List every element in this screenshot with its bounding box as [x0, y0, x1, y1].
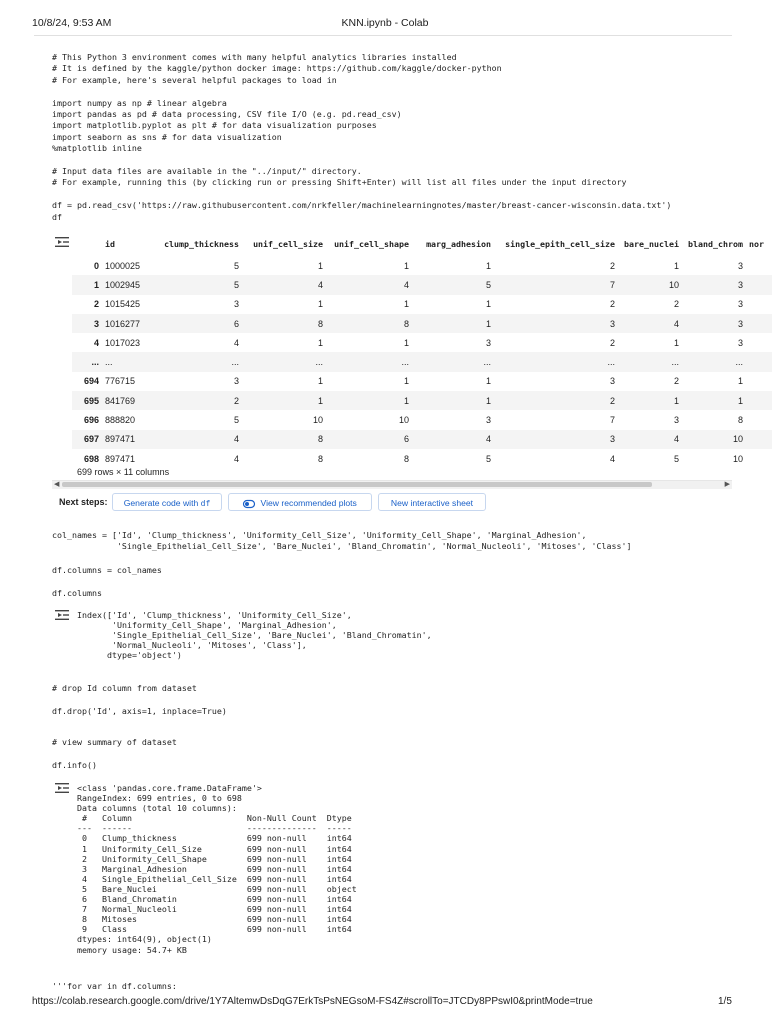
table-cell: 4	[154, 430, 242, 449]
table-cell: 5	[233, 415, 239, 426]
table-cell: 1	[317, 376, 323, 387]
column-header: marg_adhesion	[426, 239, 491, 249]
row-index: 698	[83, 453, 99, 464]
table-cell	[746, 352, 772, 371]
column-header: unif_cell_shape	[334, 239, 409, 249]
table-row	[72, 352, 772, 371]
horizontal-scrollbar[interactable]	[52, 480, 732, 489]
table-cell	[746, 256, 772, 275]
table-cell: 1015425	[105, 299, 141, 310]
table-cell: 3	[682, 275, 746, 294]
table-cell: ...	[326, 352, 412, 371]
row-index: 694	[83, 376, 99, 387]
table-cell	[746, 295, 772, 314]
table-cell: 8	[242, 314, 326, 333]
table-cell	[746, 430, 772, 449]
table-cell: 4	[233, 453, 239, 464]
next-steps-label: Next steps:	[59, 497, 108, 507]
table-cell: 1000025	[105, 260, 141, 271]
table-cell: 5	[412, 275, 494, 294]
table-cell	[746, 391, 772, 410]
table-cell: 4	[609, 453, 615, 464]
table-row	[72, 256, 772, 275]
table-cell: ...	[494, 352, 618, 371]
table-cell: 897471	[105, 453, 136, 464]
dataframe-table-container	[72, 232, 764, 464]
column-header	[72, 232, 102, 256]
table-cell: 5	[154, 275, 242, 294]
table-cell: 1	[485, 260, 491, 271]
table-cell: 6	[154, 314, 242, 333]
table-cell: 4	[412, 430, 494, 449]
row-index: 2	[93, 299, 99, 310]
table-cell: 888820	[105, 415, 136, 426]
table-cell: 5	[673, 453, 679, 464]
output-toggle-icon[interactable]	[54, 782, 70, 794]
print-datetime: 10/8/24, 9:53 AM	[32, 17, 112, 29]
print-title: KNN.ipynb - Colab	[341, 17, 429, 29]
print-url: https://colab.research.google.com/drive/1Y7AltemwDsDqG7ErkTsPsNEGsoM-FS4Z#scrollTo=JTCDy8PPswI0&printMode=true	[32, 996, 593, 1007]
table-cell: 4	[326, 275, 412, 294]
code-cell-columns[interactable]: df.columns	[52, 588, 102, 598]
table-cell: 8	[317, 453, 323, 464]
table-cell: 3	[494, 314, 618, 333]
table-cell: 5	[233, 260, 239, 271]
table-cell: 776715	[105, 376, 136, 387]
table-cell: 1	[403, 260, 409, 271]
table-cell	[746, 333, 772, 352]
table-cell: 8	[326, 314, 412, 333]
table-cell: 3	[673, 415, 679, 426]
dataframe-header-row	[72, 232, 772, 256]
generate-code-label: Generate code with	[123, 498, 199, 508]
table-cell: 6	[326, 430, 412, 449]
table-row	[72, 295, 772, 314]
scroll-left-icon[interactable]: ◀	[54, 481, 60, 488]
column-header: unif_cell_size	[253, 239, 323, 249]
row-index: ...	[72, 352, 102, 371]
code-cell-drop[interactable]: df.drop('Id', axis=1, inplace=True)	[52, 706, 227, 716]
table-cell: 1	[412, 314, 494, 333]
table-cell: 10	[312, 415, 323, 426]
table-cell: 1017023	[105, 337, 141, 348]
table-cell	[746, 372, 772, 391]
table-cell: 3	[682, 314, 746, 333]
table-cell	[746, 275, 772, 294]
column-header: clump_thickness	[164, 239, 239, 249]
table-cell: 3	[233, 299, 239, 310]
row-index: 695	[72, 391, 102, 410]
table-cell: 4	[618, 314, 682, 333]
table-cell: 8	[242, 430, 326, 449]
generate-code-var: df	[200, 499, 211, 508]
table-cell: 10	[682, 430, 746, 449]
new-interactive-sheet-label: New interactive sheet	[390, 498, 474, 508]
code-cell-partial[interactable]: '''for var in df.columns:	[52, 981, 177, 991]
table-cell	[746, 410, 772, 429]
table-cell: 1	[317, 299, 323, 310]
code-cell-info[interactable]: df.info()	[52, 760, 97, 770]
scroll-right-icon[interactable]: ▶	[724, 481, 730, 488]
table-cell: 1	[682, 391, 746, 410]
view-recommended-plots-label: View recommended plots	[260, 498, 357, 508]
table-cell: 1	[326, 391, 412, 410]
output-toggle-icon[interactable]	[54, 609, 70, 621]
table-row	[72, 449, 772, 468]
table-row	[72, 275, 772, 294]
table-cell: 1	[618, 391, 682, 410]
table-cell: 5	[485, 453, 491, 464]
code-cell-drop-comment[interactable]: # drop Id column from dataset	[52, 683, 197, 693]
table-cell: ...	[102, 352, 154, 371]
table-cell: 8	[737, 415, 743, 426]
table-row	[72, 333, 772, 352]
table-cell: 897471	[102, 430, 154, 449]
table-cell: 1	[673, 260, 679, 271]
generate-code-button[interactable]	[112, 493, 222, 511]
table-row	[72, 410, 772, 429]
table-cell: 4	[242, 275, 326, 294]
table-cell: 10	[618, 275, 682, 294]
table-cell: 1	[673, 337, 679, 348]
view-recommended-plots-button[interactable]	[228, 493, 372, 511]
table-cell: 2	[154, 391, 242, 410]
table-cell: 1	[403, 376, 409, 387]
table-cell: 3	[494, 430, 618, 449]
table-cell	[746, 314, 772, 333]
new-interactive-sheet-button[interactable]	[378, 493, 486, 511]
table-cell: 2	[494, 391, 618, 410]
table-cell: 8	[403, 453, 409, 464]
row-index: 0	[93, 260, 99, 271]
column-header: bare_nuclei	[624, 239, 679, 249]
table-cell: 1	[403, 299, 409, 310]
table-cell: 2	[609, 299, 615, 310]
scrollbar-thumb[interactable]	[62, 482, 652, 487]
table-cell: 3	[737, 337, 743, 348]
table-cell: 2	[609, 260, 615, 271]
table-cell: 3	[609, 376, 615, 387]
column-header: single_epith_cell_size	[505, 239, 615, 249]
chart-icon	[243, 500, 255, 508]
header-divider	[34, 35, 732, 36]
table-cell: ...	[242, 352, 326, 371]
print-page-number: 1/5	[718, 996, 732, 1007]
info-output: <class 'pandas.core.frame.DataFrame'> RangeIndex: 699 entries, 0 to 698 Data columns (total 10 columns): # Column Non-Null Count Dtype --- ------ -------------- ----- 0 Clump_thickness 699 non-null int64 1 Uniformity_Cell_Size 699 non-null int64 2 Uniformity_Cell_Shape 699 non-null int64 3 Marginal_Adhesion 699 non-null int64 4 Single_Epithelial_Cell_Size 699 non-null int64 5 Bare_Nuclei 699 non-null object 6 Bland_Chromatin 699 non-null int64 7 Normal_Nucleoli 699 non-null int64 8 Mitoses 699 non-null int64 9 Class 699 non-null int64 dtypes: int64(9), object(1) memory usage: 54.7+ KB	[77, 783, 357, 955]
table-row	[72, 391, 772, 410]
column-header: id	[105, 239, 115, 249]
table-cell: 1	[412, 391, 494, 410]
code-cell-imports[interactable]: # This Python 3 environment comes with many helpful analytics libraries installed # It is defined by the kaggle/python docker image: https://github.com/kaggle/docker-python # For example, here's several helpful packages to load in import numpy as np # linear algebra import pandas as pd # data processing, CSV file I/O (e.g. pd.read_csv) import matplotlib.pyplot as plt # for data visualization purposes import seaborn as sns # for data visualization %matplotlib inline # Input data files are available in the "../input/" directory. # For example, running this (by clicking run or pressing Shift+Enter) will list all files under the input directory df = pd.read_csv('https://raw.githubusercontent.com/nrkfeller/machinelearningnotes/master/breast-cancer-wisconsin.data.txt') df	[52, 52, 672, 222]
dataframe-shape: 699 rows × 11 columns	[77, 467, 170, 477]
table-cell: 4	[618, 430, 682, 449]
table-cell: 7	[609, 415, 615, 426]
table-cell: 1002945	[102, 275, 154, 294]
next-steps-bar	[52, 492, 732, 514]
row-index: 1	[72, 275, 102, 294]
table-cell: 3	[485, 337, 491, 348]
table-cell: ...	[154, 352, 242, 371]
dataframe-table	[72, 232, 772, 468]
table-cell: 841769	[102, 391, 154, 410]
table-cell: 4	[233, 337, 239, 348]
row-index: 3	[72, 314, 102, 333]
output-toggle-icon[interactable]	[54, 236, 70, 248]
table-cell: 1	[317, 337, 323, 348]
table-cell: 3	[233, 376, 239, 387]
table-cell: ...	[412, 352, 494, 371]
table-cell: 2	[673, 299, 679, 310]
column-header: nor	[749, 239, 764, 249]
table-cell	[746, 449, 772, 468]
code-cell-assign-columns[interactable]: df.columns = col_names	[52, 565, 162, 575]
table-cell: ...	[618, 352, 682, 371]
table-cell: 3	[737, 299, 743, 310]
row-index: 4	[93, 337, 99, 348]
table-row	[72, 430, 772, 449]
column-header: bland_chrom	[688, 239, 743, 249]
table-cell: 1	[403, 337, 409, 348]
table-row	[72, 314, 772, 333]
table-cell: 1	[737, 376, 743, 387]
row-index: 697	[72, 430, 102, 449]
table-cell: 1	[485, 376, 491, 387]
table-cell: 10	[398, 415, 409, 426]
table-cell: ...	[682, 352, 746, 371]
code-cell-summary-comment[interactable]: # view summary of dataset	[52, 737, 177, 747]
table-cell: 2	[673, 376, 679, 387]
table-cell: 1	[485, 299, 491, 310]
table-cell: 2	[609, 337, 615, 348]
columns-output: Index(['Id', 'Clump_thickness', 'Uniformity_Cell_Size', 'Uniformity_Cell_Shape', 'Marginal_Adhesion', 'Single_Epithelial_Cell_Size', 'Bare_Nuclei', 'Bland_Chromatin', 'Normal_Nucleoli', 'Mitoses', 'Class'], dtype='object')	[77, 610, 432, 661]
table-cell: 1016277	[102, 314, 154, 333]
table-cell: 10	[732, 453, 743, 464]
table-cell: 1	[242, 391, 326, 410]
table-cell: 3	[737, 260, 743, 271]
table-cell: 7	[494, 275, 618, 294]
table-cell: 3	[485, 415, 491, 426]
row-index: 696	[83, 415, 99, 426]
table-row	[72, 372, 772, 391]
table-cell: 1	[317, 260, 323, 271]
code-cell-col-names[interactable]: col_names = ['Id', 'Clump_thickness', 'Uniformity_Cell_Size', 'Uniformity_Cell_Shape', 'Marginal_Adhesion', 'Single_Epithelial_Cell_Size', 'Bare_Nuclei', 'Bland_Chromatin', 'Normal_Nucleoli', 'Mitoses', 'Class']	[52, 530, 632, 552]
